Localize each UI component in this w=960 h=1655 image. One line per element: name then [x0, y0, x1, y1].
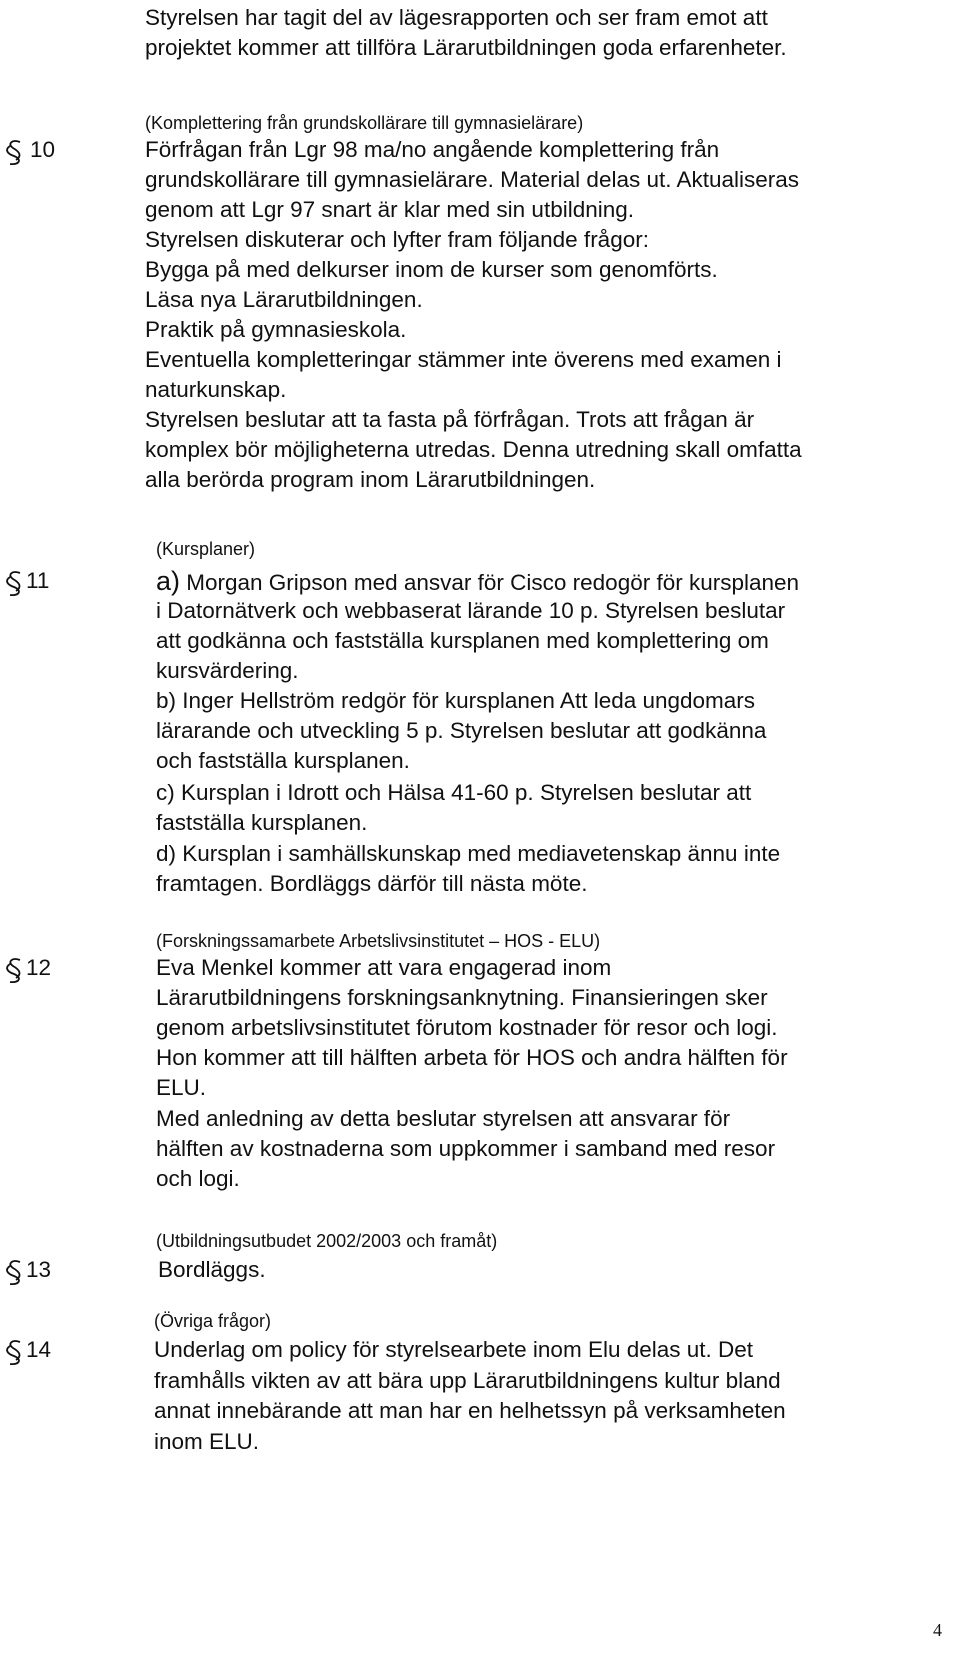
section-line: komplex bör möjligheterna utredas. Denna utredning skall omfatta [145, 437, 802, 462]
section-number: 13 [26, 1257, 52, 1282]
section-line [156, 566, 799, 598]
section-line: fastställa kursplanen. [156, 810, 368, 835]
section-line: naturkunskap. [145, 377, 287, 402]
section-number: 14 [26, 1337, 52, 1362]
section-line: att godkänna och fastställa kursplanen med komplettering om [156, 628, 769, 653]
intro-line: Styrelsen har tagit del av lägesrapporten och ser fram emot att [145, 5, 768, 30]
section-line: genom att Lgr 97 snart är klar med sin utbildning. [145, 197, 635, 222]
section-line: Eventuella kompletteringar stämmer inte överens med examen i [145, 347, 782, 372]
section-line: framtagen. Bordläggs därför till nästa möte. [156, 871, 588, 896]
section-line: genom arbetslivsinstitutet förutom kostnader för resor och logi. [156, 1015, 778, 1040]
page-number: 4 [933, 1620, 942, 1640]
section-line: b) Inger Hellström redgör för kursplanen Att leda ungdomars [156, 688, 756, 713]
section-line: Underlag om policy för styrelsearbete inom Elu delas ut. Det [154, 1337, 754, 1362]
section-line: Förfrågan från Lgr 98 ma/no angående komplettering från [145, 137, 720, 162]
section-number: 12 [26, 955, 52, 980]
section-line: och logi. [156, 1166, 240, 1191]
section-heading: (Forskningssamarbete Arbetslivsinstitutet – HOS - ELU) [156, 931, 601, 951]
section-sign-icon [2, 138, 28, 168]
section-line: och fastställa kursplanen. [156, 748, 410, 773]
section-line: ELU. [156, 1075, 207, 1100]
section-line: kursvärdering. [156, 658, 299, 683]
section-line: i Datornätverk och webbaserat lärande 10 p. Styrelsen beslutar [156, 598, 786, 623]
section-sign-icon [2, 1338, 28, 1368]
section-line: grundskollärare till gymnasielärare. Material delas ut. Aktualiseras [145, 167, 800, 192]
section-line: d) Kursplan i samhällskunskap med mediavetenskap ännu inte [156, 841, 781, 866]
intro-line: projektet kommer att tillföra Lärarutbildningen goda erfarenheter. [145, 35, 787, 60]
section-sign-icon [2, 956, 28, 986]
item-a-marker: a) [156, 566, 181, 596]
section-number: 11 [26, 568, 50, 593]
section-line: alla berörda program inom Lärarutbildningen. [145, 467, 596, 492]
section-number: 10 [30, 137, 56, 162]
section-heading: (Övriga frågor) [154, 1311, 272, 1331]
section-line: c) Kursplan i Idrott och Hälsa 41-60 p. Styrelsen beslutar att [156, 780, 752, 805]
section-line: Styrelsen beslutar att ta fasta på förfrågan. Trots att frågan är [145, 407, 755, 432]
section-line: Bygga på med delkurser inom de kurser som genomförts. [145, 257, 718, 282]
section-line: annat innebärande att man har en helhetssyn på verksamheten [154, 1398, 786, 1423]
section-line: Lärarutbildningens forskningsanknytning. Finansieringen sker [156, 985, 768, 1010]
section-line: Hon kommer att till hälften arbeta för HOS och andra hälften för [156, 1045, 788, 1070]
section-heading: (Kursplaner) [156, 539, 256, 559]
section-line: inom ELU. [154, 1429, 260, 1454]
section-line: Praktik på gymnasieskola. [145, 317, 407, 342]
section-line: hälften av kostnaderna som uppkommer i samband med resor [156, 1136, 776, 1161]
section-sign-icon [2, 569, 28, 599]
section-line: Bordläggs. [158, 1257, 266, 1282]
section-line: lärarande och utveckling 5 p. Styrelsen beslutar att godkänna [156, 718, 767, 743]
section-line: framhålls vikten av att bära upp Lärarutbildningens kultur bland [154, 1368, 781, 1393]
section-heading: (Komplettering från grundskollärare till gymnasielärare) [145, 113, 584, 133]
section-line: Läsa nya Lärarutbildningen. [145, 287, 423, 312]
section-sign-icon [2, 1258, 28, 1288]
section-line: Styrelsen diskuterar och lyfter fram följande frågor: [145, 227, 649, 252]
item-a-text: Morgan Gripson med ansvar för Cisco redogör för kursplanen [180, 570, 800, 595]
section-heading: (Utbildningsutbudet 2002/2003 och framåt) [156, 1231, 498, 1251]
section-line: Med anledning av detta beslutar styrelsen att ansvarar för [156, 1106, 731, 1131]
section-line: Eva Menkel kommer att vara engagerad inom [156, 955, 612, 980]
